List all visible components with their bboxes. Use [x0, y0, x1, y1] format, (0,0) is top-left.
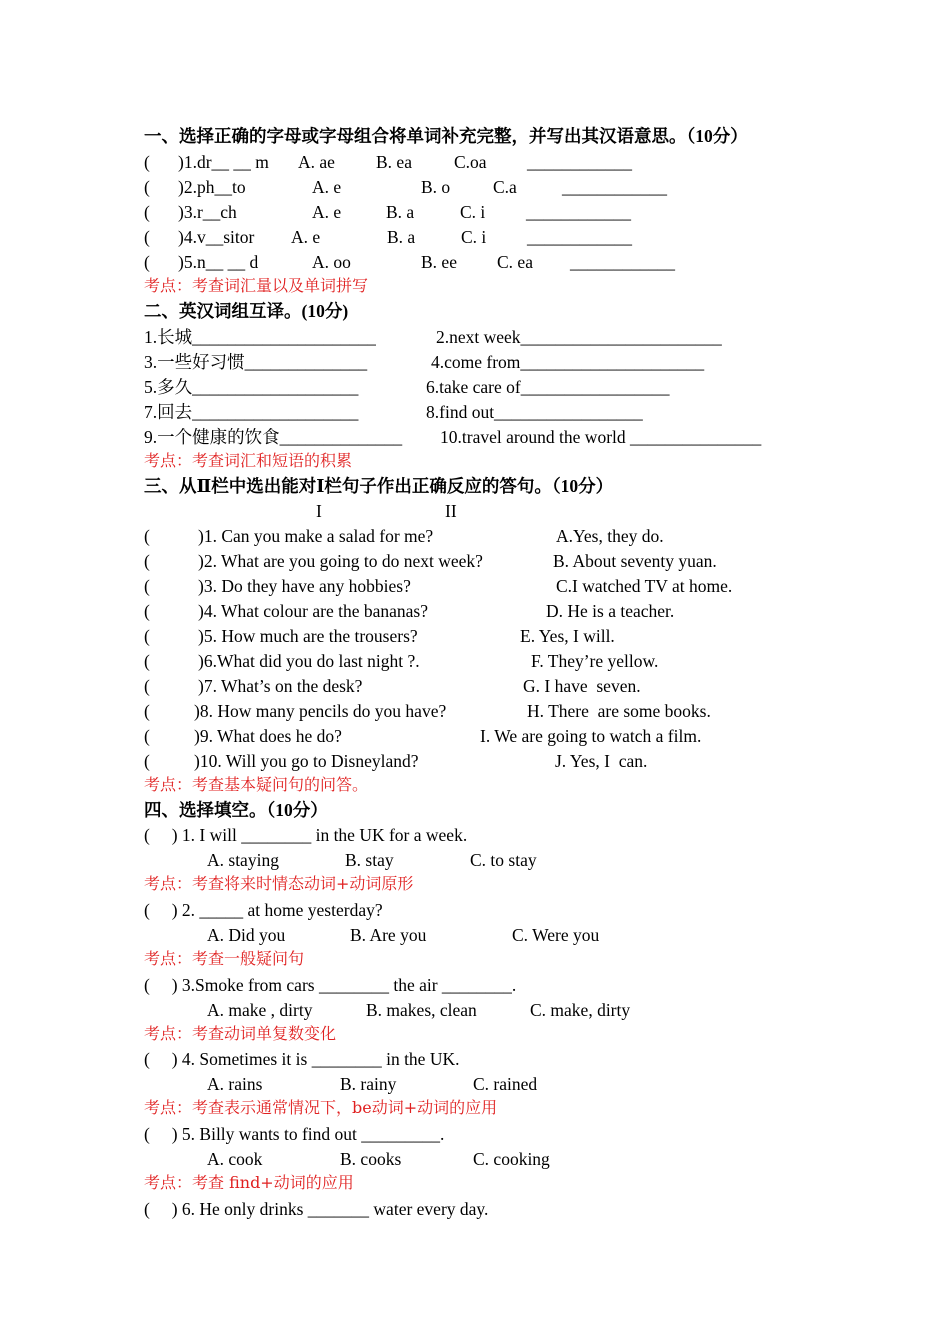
item-left: 9.一个健康的饮食______________ [144, 427, 403, 447]
question: )4.v__sitor [178, 227, 255, 247]
question: )3. Do they have any hobbies? [198, 576, 411, 596]
item-right: 2.next week_______________________ [436, 327, 722, 347]
s4-q2: ( ) 2. _____ at home yesterday? [144, 900, 383, 920]
option-b: B. ee [421, 252, 457, 272]
option-c: C. i [460, 202, 486, 222]
paren: ( [144, 526, 150, 546]
option-a: A. cook [207, 1149, 263, 1169]
option-b: B. rainy [340, 1074, 397, 1094]
option-b: B. stay [345, 850, 394, 870]
paren: ( [144, 227, 150, 247]
question: )9. What does he do? [194, 726, 342, 746]
paren: ( [144, 202, 150, 222]
answer: H. There are some books. [527, 701, 711, 721]
question: )1.dr__ __ m [178, 152, 269, 172]
item-left: 1.长城_____________________ [144, 327, 376, 347]
question: )1. Can you make a salad for me? [198, 526, 434, 546]
item-right: 6.take care of_________________ [426, 377, 670, 397]
item-left: 3.一些好习惯______________ [144, 352, 368, 372]
item-left: 5.多久___________________ [144, 377, 359, 397]
paren: ( [144, 626, 150, 646]
item-right: 10.travel around the world _______________ [440, 427, 762, 447]
option-a: A. e [312, 202, 342, 222]
answer: B. About seventy yuan. [553, 551, 717, 571]
option-a: A. e [291, 227, 321, 247]
option-a: A. Did you [207, 925, 286, 945]
option-b: B. makes, clean [366, 1000, 477, 1020]
paren: ( [144, 651, 150, 671]
option-c: C.oa [454, 152, 487, 172]
option-c: C. i [461, 227, 487, 247]
answer: D. He is a teacher. [546, 601, 675, 621]
item-left: 7.回去___________________ [144, 402, 359, 422]
answer: A.Yes, they do. [556, 526, 664, 546]
s4-q1: ( ) 1. I will ________ in the UK for a week. [144, 825, 468, 845]
option-c: C. make, dirty [530, 1000, 631, 1020]
answer: I. We are going to watch a film. [480, 726, 702, 746]
option-b: B. o [421, 177, 451, 197]
s4-q2-note: 考点：考查一般疑问句 [144, 949, 305, 968]
option-b: B. a [386, 202, 415, 222]
answer: F. They’re yellow. [531, 651, 659, 671]
paren: ( [144, 551, 150, 571]
question: )7. What’s on the desk? [198, 676, 363, 696]
answer: G. I have seven. [523, 676, 641, 696]
item-right: 4.come from_____________________ [431, 352, 705, 372]
paren: ( [144, 576, 150, 596]
s4-q5-note: 考点：考查 find+动词的应用 [144, 1173, 354, 1192]
question: )2. What are you going to do next week? [198, 551, 483, 571]
section-3-title: 三、从Ⅱ栏中选出能对Ⅰ栏句子作出正确反应的答句。（10分） [144, 476, 614, 496]
s4-q1-note: 考点：考查将来时情态动词+动词原形 [144, 874, 414, 893]
paren: ( [144, 751, 150, 771]
section-1-note: 考点：考查词汇量以及单词拼写 [144, 276, 369, 295]
s4-q3-note: 考点：考查动词单复数变化 [144, 1024, 337, 1043]
option-b: B. ea [376, 152, 412, 172]
answer-blank[interactable]: ____________ [570, 252, 675, 272]
option-b: B. a [387, 227, 416, 247]
column-ii-header: II [445, 501, 457, 521]
question: )4. What colour are the bananas? [198, 601, 428, 621]
paren: ( [144, 252, 150, 272]
s4-q4-note: 考点：考查表示通常情况下，be动词+动词的应用 [144, 1098, 498, 1117]
s4-q5: ( ) 5. Billy wants to find out _________. [144, 1124, 445, 1144]
question: )5.n__ __ d [178, 252, 259, 272]
paren: ( [144, 701, 150, 721]
answer-blank[interactable]: ____________ [526, 202, 631, 222]
answer-blank[interactable]: ____________ [562, 177, 667, 197]
option-c: C. ea [497, 252, 533, 272]
s4-q6: ( ) 6. He only drinks _______ water every day. [144, 1199, 489, 1219]
option-a: A. make , dirty [207, 1000, 313, 1020]
s4-q4: ( ) 4. Sometimes it is ________ in the UK. [144, 1049, 460, 1069]
section-2-title: 二、英汉词组互译。(10分) [144, 301, 349, 321]
question: )10. Will you go to Disneyland? [194, 751, 419, 771]
section-2-note: 考点：考查词汇和短语的积累 [144, 451, 353, 470]
paren: ( [144, 601, 150, 621]
item-right: 8.find out_________________ [426, 402, 643, 422]
question: )5. How much are the trousers? [198, 626, 418, 646]
option-c: C. to stay [470, 850, 537, 870]
answer: C.I watched TV at home. [556, 576, 733, 596]
option-c: C. rained [473, 1074, 538, 1094]
answer-blank[interactable]: ____________ [527, 152, 632, 172]
option-a: A. oo [312, 252, 351, 272]
paren: ( [144, 152, 150, 172]
option-c: C. Were you [512, 925, 600, 945]
answer-blank[interactable]: ____________ [527, 227, 632, 247]
question: )2.ph__to [178, 177, 246, 197]
option-a: A. staying [207, 850, 279, 870]
option-a: A. ae [298, 152, 335, 172]
option-c: C.a [493, 177, 517, 197]
paren: ( [144, 676, 150, 696]
question: )8. How many pencils do you have? [194, 701, 447, 721]
section-4-title: 四、选择填空。（10分） [144, 800, 328, 820]
option-c: C. cooking [473, 1149, 550, 1169]
option-a: A. e [312, 177, 342, 197]
question: )3.r__ch [178, 202, 237, 222]
option-a: A. rains [207, 1074, 263, 1094]
section-3-note: 考点：考查基本疑问句的问答。 [144, 775, 369, 794]
section-1-title: 一、选择正确的字母或字母组合将单词补充完整，并写出其汉语意思。（10分） [144, 126, 748, 146]
question: )6.What did you do last night ?. [198, 651, 420, 671]
paren: ( [144, 177, 150, 197]
option-b: B. cooks [340, 1149, 402, 1169]
answer: J. Yes, I can. [555, 751, 648, 771]
s4-q3: ( ) 3.Smoke from cars ________ the air ________. [144, 975, 517, 995]
column-i-header: I [316, 501, 322, 521]
paren: ( [144, 726, 150, 746]
option-b: B. Are you [350, 925, 427, 945]
answer: E. Yes, I will. [520, 626, 615, 646]
